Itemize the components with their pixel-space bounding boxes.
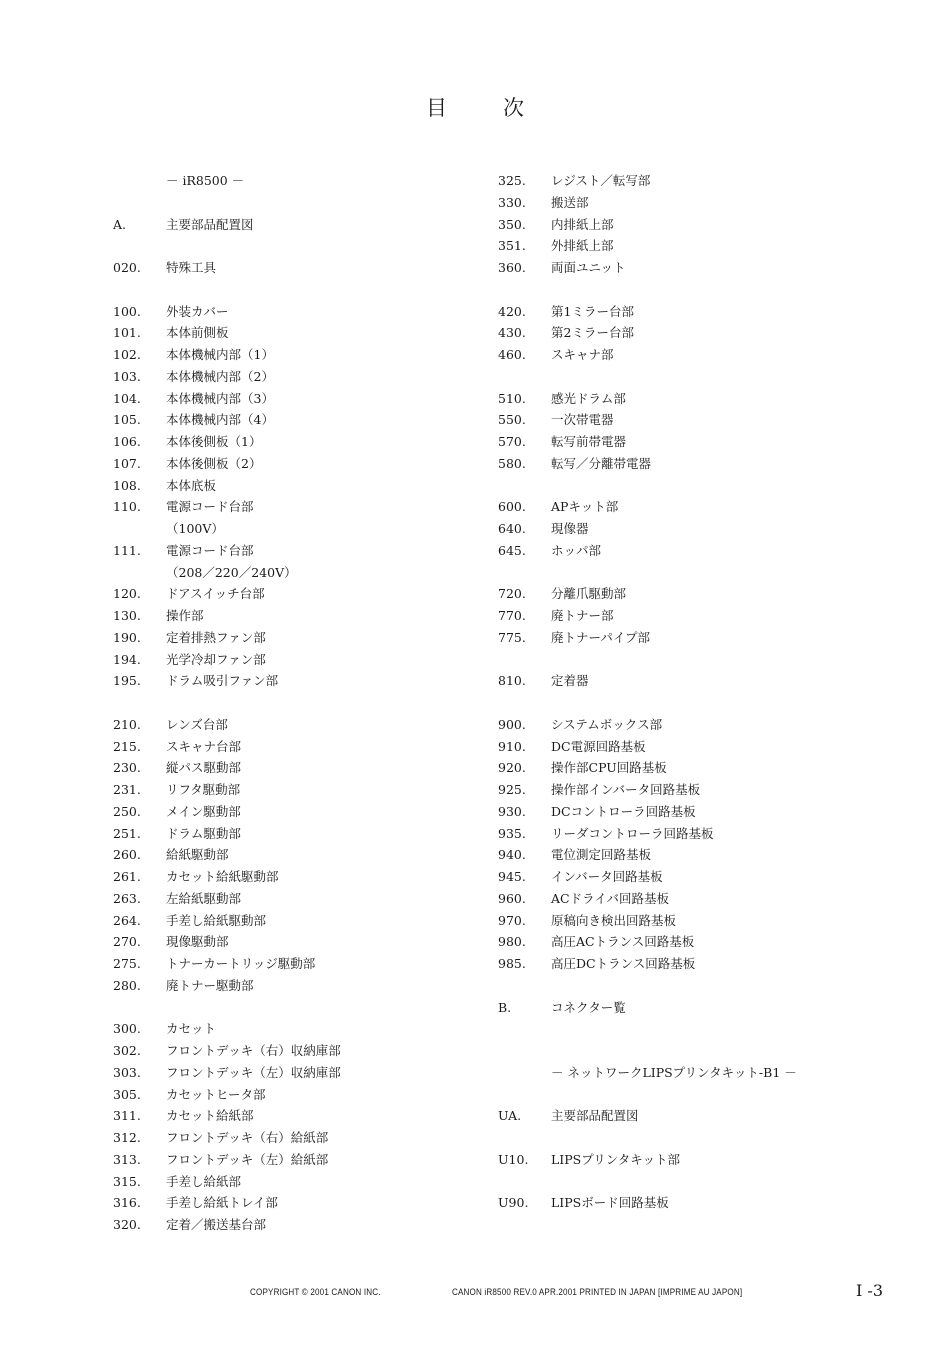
toc-entry-number: 261. <box>113 869 141 884</box>
toc-entry <box>498 844 858 866</box>
toc-entry <box>113 1214 473 1236</box>
toc-entry-number: 640. <box>498 521 526 536</box>
toc-entry-number: 570. <box>498 434 526 449</box>
toc-entry <box>113 518 473 540</box>
toc-entry-label: 主要部品配置図 <box>166 216 254 232</box>
toc-entry <box>498 192 858 214</box>
toc-entry <box>113 1192 473 1214</box>
toc-entry-label: 両面ユニット <box>551 260 626 275</box>
toc-entry-number: 325. <box>498 173 526 188</box>
toc-entry <box>113 170 473 192</box>
toc-entry-number: 351. <box>498 238 526 254</box>
toc-entry-label: LIPSボード回路基板 <box>551 1195 669 1211</box>
toc-entry <box>113 1062 473 1084</box>
toc-entry-number: 985. <box>498 956 526 971</box>
toc-entry-label: スキャナ台部 <box>166 738 242 754</box>
toc-entry-label: フロントデッキ（左）給紙部 <box>166 1151 329 1167</box>
toc-entry-label: ホッパ部 <box>551 542 602 558</box>
toc-entry <box>113 670 473 692</box>
toc-entry <box>498 1192 858 1214</box>
title-char-2: 次 <box>503 96 524 120</box>
toc-entry <box>498 453 858 475</box>
toc-entry-number: B. <box>498 999 512 1015</box>
toc-entry <box>113 257 473 279</box>
toc-entry-label: 電位測定回路基板 <box>551 847 652 863</box>
toc-entry <box>498 1018 858 1040</box>
toc-entry-number: 320. <box>113 1217 141 1232</box>
toc-entry-label: 定着／搬送基台部 <box>166 1217 267 1232</box>
footer-copyright: COPYRIGHT © 2001 CANON INC. <box>250 1287 381 1298</box>
toc-entry-label: コネクター覧 <box>551 999 626 1015</box>
toc-entry <box>498 1171 858 1193</box>
title-char-1: 目 <box>426 96 447 120</box>
toc-entry-label: 現像器 <box>551 521 589 536</box>
toc-entry-label: 本体前側板 <box>166 325 229 341</box>
toc-entry-label: メイン駆動部 <box>166 803 241 819</box>
toc-entry <box>498 888 858 910</box>
toc-entry-label: （100V） <box>166 521 224 536</box>
toc-entry-number: 550. <box>498 412 526 428</box>
toc-entry <box>498 1062 858 1084</box>
toc-entry <box>498 997 858 1019</box>
toc-entry-label: 転写／分離帯電器 <box>551 455 652 471</box>
toc-entry <box>498 757 858 779</box>
toc-entry-label: フロントデッキ（右）給紙部 <box>166 1130 329 1145</box>
toc-entry <box>113 975 473 997</box>
toc-entry <box>498 779 858 801</box>
toc-entry <box>498 1149 858 1171</box>
toc-entry-number: 108. <box>113 477 141 493</box>
toc-entry-number: 316. <box>113 1195 141 1211</box>
toc-entry <box>498 540 858 562</box>
toc-entry <box>498 714 858 736</box>
toc-entry-label: スキャナ部 <box>551 347 614 362</box>
toc-entry <box>113 997 473 1019</box>
toc-entry <box>113 279 473 301</box>
page-title <box>0 92 950 122</box>
toc-entry <box>498 170 858 192</box>
toc-entry <box>498 1040 858 1062</box>
toc-entry-number: 510. <box>498 390 526 406</box>
toc-entry-number: 275. <box>113 956 141 971</box>
toc-entry <box>113 214 473 236</box>
toc-entry-number: 313. <box>113 1151 141 1167</box>
toc-entry-label: レンズ台部 <box>166 716 228 732</box>
toc-entry <box>498 866 858 888</box>
toc-entry <box>113 888 473 910</box>
toc-entry <box>113 475 473 497</box>
toc-entry-number: 250. <box>113 803 141 819</box>
toc-entry-label: 光学冷却ファン部 <box>166 651 266 667</box>
toc-entry-label: 特殊工具 <box>166 260 217 275</box>
toc-entry <box>113 322 473 344</box>
toc-entry-number: 775. <box>498 629 526 645</box>
toc-entry-label: － ネットワークLIPSプリンタキット-B1 － <box>551 1064 797 1080</box>
toc-entry <box>498 583 858 605</box>
toc-entry-label: LIPSプリンタキット部 <box>551 1151 680 1167</box>
toc-entry-label: 感光ドラム部 <box>551 390 626 406</box>
toc-entry <box>113 931 473 953</box>
toc-entry-label: 原稿向き検出回路基板 <box>551 912 677 928</box>
toc-entry-label: 高圧DCトランス回路基板 <box>551 956 696 971</box>
toc-entry-number: 280. <box>113 977 141 993</box>
toc-entry-label: 主要部品配置図 <box>551 1108 639 1124</box>
toc-entry <box>498 670 858 692</box>
toc-entry <box>113 1040 473 1062</box>
toc-entry-number: 940. <box>498 847 526 863</box>
toc-entry-number: 360. <box>498 260 526 275</box>
toc-entry-label: 内排紙上部 <box>551 216 614 232</box>
toc-entry-number: 020. <box>113 260 141 275</box>
toc-entry <box>498 823 858 845</box>
toc-entry-label: － iR8500 － <box>166 173 245 188</box>
toc-entry-number: 270. <box>113 934 141 950</box>
toc-entry <box>113 953 473 975</box>
toc-entry <box>498 496 858 518</box>
toc-entry <box>113 301 473 323</box>
toc-entry <box>498 953 858 975</box>
toc-entry-label: 現像駆動部 <box>166 934 229 950</box>
toc-entry-number: 101. <box>113 325 141 341</box>
toc-entry <box>113 431 473 453</box>
toc-entry-number: 100. <box>113 303 141 319</box>
toc-entry <box>113 649 473 671</box>
toc-entry-label: APキット部 <box>551 499 619 515</box>
toc-entry <box>498 322 858 344</box>
toc-entry-number: 263. <box>113 890 141 906</box>
toc-entry-number: 311. <box>113 1108 141 1124</box>
toc-entry <box>113 714 473 736</box>
toc-entry <box>498 301 858 323</box>
toc-entry <box>498 475 858 497</box>
toc-entry-label: 第1ミラー台部 <box>551 303 634 319</box>
toc-entry-label: 操作部CPU回路基板 <box>551 760 667 776</box>
toc-entry-label: フロントデッキ（左）収納庫部 <box>166 1064 341 1080</box>
toc-entry-label: 廃トナーパイプ部 <box>551 629 651 645</box>
toc-entry <box>113 453 473 475</box>
toc-entry-number: U10. <box>498 1151 529 1167</box>
toc-entry-label: リーダコントローラ回路基板 <box>551 825 714 841</box>
footer-print-info: CANON iR8500 REV.0 APR.2001 PRINTED IN JAPAN [IMPRIME AU JAPON] <box>452 1287 743 1298</box>
toc-entry-label: ドラム駆動部 <box>166 825 241 841</box>
toc-entry-number: 302. <box>113 1043 141 1058</box>
toc-entry <box>113 344 473 366</box>
toc-entry <box>498 562 858 584</box>
toc-entry <box>113 192 473 214</box>
toc-entry-number: 315. <box>113 1173 141 1189</box>
toc-entry-label: 外装カバー <box>166 303 229 319</box>
toc-entry <box>113 1105 473 1127</box>
toc-entry-number: 105. <box>113 412 141 428</box>
toc-entry <box>498 649 858 671</box>
toc-entry <box>113 366 473 388</box>
toc-entry <box>498 931 858 953</box>
toc-entry-label: ドアスイッチ台部 <box>166 586 265 602</box>
toc-entry <box>498 627 858 649</box>
toc-entry <box>498 235 858 257</box>
toc-entry-label: 本体機械内部（2） <box>166 368 274 384</box>
toc-entry <box>498 1127 858 1149</box>
toc-entry-label: 本体後側板（2） <box>166 455 262 471</box>
toc-entry <box>113 605 473 627</box>
toc-entry <box>113 757 473 779</box>
toc-entry <box>113 235 473 257</box>
toc-entry-label: 第2ミラー台部 <box>551 325 634 341</box>
toc-entry-label: リフタ駆動部 <box>166 782 241 797</box>
toc-entry-number: U90. <box>498 1195 529 1211</box>
toc-entry <box>113 844 473 866</box>
toc-entry-number: 210. <box>113 716 141 732</box>
toc-entry-number: 920. <box>498 760 526 776</box>
toc-entry-label: DCコントローラ回路基板 <box>551 803 696 819</box>
toc-entry-label: ドラム吸引ファン部 <box>166 673 279 689</box>
toc-entry <box>113 779 473 801</box>
toc-entry-number: 260. <box>113 847 141 863</box>
toc-entry <box>498 257 858 279</box>
toc-entry-number: 103. <box>113 368 141 384</box>
toc-entry <box>113 1127 473 1149</box>
toc-entry-number: A. <box>113 216 127 232</box>
toc-entry-number: 106. <box>113 434 141 449</box>
toc-entry-label: 転写前帯電器 <box>551 434 627 449</box>
toc-entry <box>498 366 858 388</box>
toc-entry-label: カセット給紙部 <box>166 1108 254 1124</box>
toc-entry-number: 600. <box>498 499 526 515</box>
toc-entry <box>498 344 858 366</box>
toc-entry-number: 251. <box>113 825 141 841</box>
toc-entry-number: 645. <box>498 542 526 558</box>
toc-entry-label: DC電源回路基板 <box>551 738 646 754</box>
toc-entry-label: 左給紙駆動部 <box>166 890 242 906</box>
toc-entry-number: 810. <box>498 673 526 689</box>
toc-entry <box>498 692 858 714</box>
toc-entry-label: 本体機械内部（1） <box>166 347 274 362</box>
toc-entry-number: 935. <box>498 825 526 841</box>
toc-entry-label: （208／220／240V） <box>166 564 297 580</box>
toc-entry-number: 195. <box>113 673 141 689</box>
toc-entry <box>113 736 473 758</box>
toc-entry <box>113 1149 473 1171</box>
toc-entry-number: 231. <box>113 782 141 797</box>
toc-entry-label: 給紙駆動部 <box>166 847 229 863</box>
toc-entry <box>113 823 473 845</box>
toc-entry-label: 一次帯電器 <box>551 412 614 428</box>
toc-entry-label: インバータ回路基板 <box>551 869 663 884</box>
toc-entry-number: 925. <box>498 782 526 797</box>
toc-entry-label: 電源コード台部 <box>166 542 254 558</box>
toc-entry-label: ACドライバ回路基板 <box>551 890 669 906</box>
page-number: I -3 <box>856 1281 883 1300</box>
toc-entry <box>113 866 473 888</box>
toc-entry <box>498 605 858 627</box>
toc-entry <box>113 801 473 823</box>
toc-entry-number: 264. <box>113 912 141 928</box>
toc-entry-number: 900. <box>498 716 526 732</box>
toc-entry-number: 104. <box>113 390 141 406</box>
toc-entry-label: 縦パス駆動部 <box>166 760 242 776</box>
toc-entry-label: 分離爪駆動部 <box>551 586 627 602</box>
toc-entry-label: 操作部インバータ回路基板 <box>551 782 701 797</box>
toc-entry <box>113 540 473 562</box>
toc-entry <box>113 910 473 932</box>
toc-entry-number: 110. <box>113 499 141 515</box>
toc-entry <box>498 801 858 823</box>
toc-entry-number: 102. <box>113 347 141 362</box>
toc-entry-label: 操作部 <box>166 608 204 623</box>
toc-entry-label: 本体機械内部（3） <box>166 390 274 406</box>
toc-entry-label: 廃トナー駆動部 <box>166 977 254 993</box>
toc-entry <box>113 409 473 431</box>
toc-entry-label: カセット <box>166 1021 217 1037</box>
toc-entry-label: 手差し給紙駆動部 <box>166 912 267 928</box>
toc-entry <box>498 1105 858 1127</box>
toc-entry-number: 420. <box>498 303 526 319</box>
toc-entry <box>498 214 858 236</box>
toc-entry <box>113 496 473 518</box>
toc-entry-number: 194. <box>113 651 141 667</box>
toc-entry <box>498 518 858 540</box>
toc-left-column <box>113 170 473 1236</box>
toc-entry-number: 945. <box>498 869 526 884</box>
toc-entry <box>113 583 473 605</box>
toc-entry-number: 230. <box>113 760 141 776</box>
toc-entry <box>113 692 473 714</box>
toc-entry-label: カセットヒータ部 <box>166 1086 266 1102</box>
toc-entry-number: 130. <box>113 608 141 623</box>
toc-entry-number: 305. <box>113 1086 141 1102</box>
toc-entry-number: 190. <box>113 629 141 645</box>
toc-entry <box>113 1171 473 1193</box>
toc-entry-label: カセット給紙駆動部 <box>166 869 279 884</box>
toc-entry <box>498 388 858 410</box>
toc-entry-label: 搬送部 <box>551 194 589 210</box>
toc-entry <box>498 736 858 758</box>
toc-entry-label: 本体底板 <box>166 477 217 493</box>
toc-entry-number: 350. <box>498 216 526 232</box>
toc-entry-number: 980. <box>498 934 526 950</box>
toc-entry-label: 定着器 <box>551 673 589 689</box>
toc-entry-number: 120. <box>113 586 141 602</box>
toc-entry-number: 910. <box>498 738 526 754</box>
toc-entry-number: 970. <box>498 912 526 928</box>
toc-entry <box>113 562 473 584</box>
toc-entry-number: 107. <box>113 455 141 471</box>
toc-entry <box>498 279 858 301</box>
toc-entry <box>113 388 473 410</box>
toc-entry-label: フロントデッキ（右）収納庫部 <box>166 1043 341 1058</box>
toc-entry <box>113 1018 473 1040</box>
toc-entry-number: 460. <box>498 347 526 362</box>
toc-entry-number: 312. <box>113 1130 141 1145</box>
toc-entry-number: 330. <box>498 194 526 210</box>
toc-entry-label: システムボックス部 <box>551 716 663 732</box>
toc-entry-label: レジスト／転写部 <box>551 173 651 188</box>
toc-entry-number: 960. <box>498 890 526 906</box>
toc-entry-label: 手差し給紙部 <box>166 1173 242 1189</box>
toc-entry <box>498 1084 858 1106</box>
toc-entry <box>113 627 473 649</box>
toc-entry <box>498 975 858 997</box>
toc-entry-label: 定着排熱ファン部 <box>166 629 266 645</box>
toc-entry-number: 930. <box>498 803 526 819</box>
toc-entry-label: 高圧ACトランス回路基板 <box>551 934 695 950</box>
toc-entry-number: 303. <box>113 1064 141 1080</box>
toc-entry-number: 111. <box>113 542 141 558</box>
toc-entry-label: トナーカートリッジ駆動部 <box>166 956 316 971</box>
toc-entry-number: 215. <box>113 738 141 754</box>
toc-entry-label: 手差し給紙トレイ部 <box>166 1195 278 1211</box>
toc-entry-number: 720. <box>498 586 526 602</box>
toc-entry <box>498 409 858 431</box>
toc-entry-number: UA. <box>498 1108 522 1124</box>
toc-entry-number: 430. <box>498 325 526 341</box>
toc-entry-number: 770. <box>498 608 526 623</box>
toc-entry-number: 300. <box>113 1021 141 1037</box>
toc-entry <box>113 1084 473 1106</box>
toc-entry-label: 廃トナー部 <box>551 608 614 623</box>
toc-entry-label: 外排紙上部 <box>551 238 614 254</box>
toc-entry-label: 本体機械内部（4） <box>166 412 274 428</box>
toc-entry-label: 電源コード台部 <box>166 499 254 515</box>
toc-entry-label: 本体後側板（1） <box>166 434 262 449</box>
toc-right-column <box>498 170 858 1214</box>
toc-entry <box>498 431 858 453</box>
toc-entry <box>498 910 858 932</box>
toc-entry-number: 580. <box>498 455 526 471</box>
